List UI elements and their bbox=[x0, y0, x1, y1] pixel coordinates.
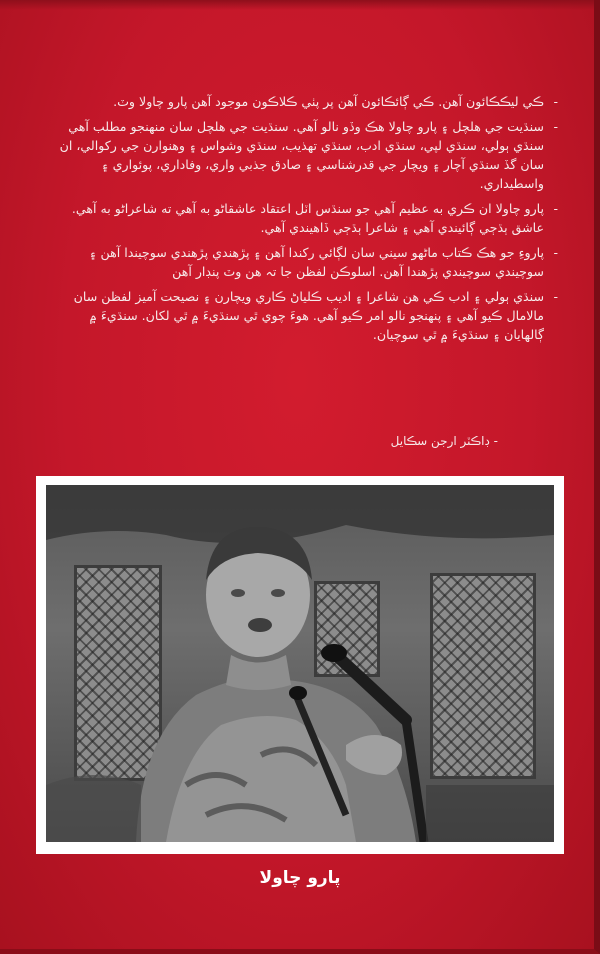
blurb-paragraph: - سنڌيت جي هلچل ۽ پارو چاولا هڪ وڏو نالو آهي. سنڌيت جي هلچل سان منهنجو مطلب آهي سنڌي ٻولي، سنڌي لپي، سنڌي ادب، سنڌي تهذيب، سنڌي وشواس ۽ وهنوارن جي رکوالي، ان سان گڏ سنڌي آچار ۽ ويچار جي قدرشناسي ۽ صادق جذبي واري، وفاداري، پوئواري ۽ واسطيداري. bbox=[46, 117, 558, 193]
blurb-paragraph: - پاروءِ جو هڪ ڪتاب ماڻهو سيني سان لڳائي رکندا آهن ۽ پڙهندي پڙهندي سوچيندا آهن ۽ سوچيندي سوچيندي پڙهندا آهن. اسلوڪن لفظن جا تہ هن وٽ پنڊار آهن bbox=[46, 243, 558, 281]
blurb-paragraph: - ڪي ليڪڪائون آهن. ڪي ڳائڪائون آهن پر پٺي ڪلاڪون موجود آهن پارو چاولا وٽ. bbox=[46, 92, 558, 111]
author-photo bbox=[46, 485, 554, 842]
author-photo-frame bbox=[36, 476, 564, 854]
blurb-paragraph: - سنڌي ٻولي ۽ ادب ڪي هن شاعرا ۽ اديب ڪلياڻ ڪاري ويچارن ۽ نصيحت آميز لفظن سان مالامال ڪيو آهي ۽ پنهنجو نالو امر ڪيو آهي. هوءَ چوي ٿي سنڌيءَ ۾ ٿي لکان. سنڌيءَ ۾ ڳالهايان ۽ سنڌيءَ ۾ ٿي سوچيان. bbox=[46, 287, 558, 344]
author-name: پارو چاولا bbox=[259, 868, 341, 888]
blurb-signature: - ڊاڪٽر ارجن سڪايل bbox=[390, 434, 498, 448]
blurb-text bbox=[46, 92, 558, 350]
blurb-paragraph: - پارو چاولا ان ڪري به عظيم آهي جو سنڌس اٽل اعتقاد عاشقاڻو به آهي ته شاعراڻو به آهي. عاشق ٻڌڄي ڳائيندي آهي ۽ شاعرا ٻڌڄي ڏاهيندي آهي. bbox=[46, 199, 558, 237]
author-figure bbox=[46, 485, 554, 842]
